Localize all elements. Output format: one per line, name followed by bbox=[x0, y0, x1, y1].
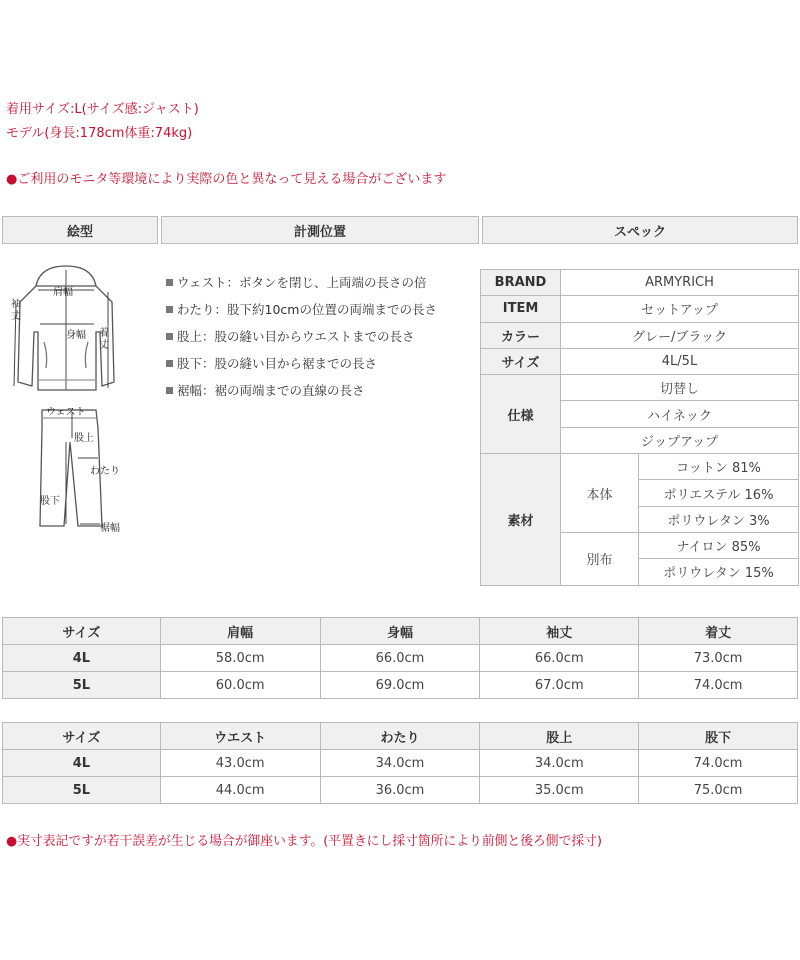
jacket-size-table bbox=[2, 617, 798, 699]
spec-row-features: 仕様 切替し bbox=[481, 375, 799, 401]
header-illustration: 絵型 bbox=[2, 216, 158, 244]
label-body-width: 身幅 bbox=[66, 330, 86, 341]
square-bullet-icon bbox=[166, 360, 173, 367]
measurement-item: わたり：股下約10cmの位置の両端までの長さ bbox=[166, 301, 437, 328]
label-rise: 股上 bbox=[74, 433, 94, 444]
header-measure-position: 計測位置 bbox=[161, 216, 479, 244]
table-header-row: サイズ 肩幅 身幅 袖丈 着丈 bbox=[3, 618, 798, 645]
label-length-b: 丈 bbox=[99, 340, 109, 351]
spec-row-size: サイズ 4L/5L bbox=[481, 348, 799, 374]
measurement-item: 裾幅：裾の両端までの直線の長さ bbox=[166, 382, 437, 409]
table-row: 4L 58.0cm 66.0cm 66.0cm 73.0cm bbox=[3, 645, 798, 672]
measurement-item: ウェスト：ボタンを閉じ、上両端の長さの倍 bbox=[166, 274, 437, 301]
garment-diagram-svg bbox=[8, 262, 158, 532]
square-bullet-icon bbox=[166, 333, 173, 340]
table-row: 4L 43.0cm 34.0cm 34.0cm 74.0cm bbox=[3, 750, 798, 777]
table-row: 5L 60.0cm 69.0cm 67.0cm 74.0cm bbox=[3, 672, 798, 699]
label-inseam: 股下 bbox=[40, 496, 60, 507]
section-header bbox=[2, 216, 798, 244]
measurement-item: 股上：股の縫い目からウエストまでの長さ bbox=[166, 328, 437, 355]
table-row: 5L 44.0cm 36.0cm 35.0cm 75.0cm bbox=[3, 777, 798, 804]
spec-table: BRAND ARMYRICH ITEM セットアップ カラー グレー/ブラック サイズ 4L/5L 仕様 切替し ハイネック ジップアップ 素材 本体 コットン 81% ポリエステル 16% ポリウレタン 3% 別布 ナイロン 85% ポリウレタン 15% bbox=[480, 269, 799, 586]
label-sleeve-a: 袖 bbox=[11, 299, 21, 310]
model-note: モデル(身長:178cm体重:74kg) bbox=[6, 126, 193, 141]
pants-size-table bbox=[2, 722, 798, 804]
color-warning-note: ●ご利用のモニタ等環境により実際の色と異なって見える場合がございます bbox=[6, 172, 447, 187]
label-waist: ウェスト bbox=[46, 407, 86, 418]
spec-row-brand: BRAND ARMYRICH bbox=[481, 270, 799, 296]
wear-size-note: 着用サイズ:L(サイズ感:ジャスト) bbox=[6, 102, 199, 117]
measurement-item: 股下：股の縫い目から裾までの長さ bbox=[166, 355, 437, 382]
label-shoulder: 肩幅 bbox=[53, 287, 73, 298]
spec-row-item: ITEM セットアップ bbox=[481, 296, 799, 322]
square-bullet-icon bbox=[166, 279, 173, 286]
square-bullet-icon bbox=[166, 387, 173, 394]
square-bullet-icon bbox=[166, 306, 173, 313]
label-sleeve-b: 丈 bbox=[11, 311, 21, 322]
label-length-a: 着 bbox=[99, 328, 109, 339]
spec-row-color: カラー グレー/ブラック bbox=[481, 322, 799, 348]
table-header-row: サイズ ウエスト わたり 股上 股下 bbox=[3, 723, 798, 750]
label-hem: 裾幅 bbox=[100, 523, 120, 534]
garment-diagram bbox=[8, 262, 158, 532]
measurement-list bbox=[166, 274, 437, 409]
spec-row-material: 素材 本体 コットン 81% bbox=[481, 454, 799, 480]
label-thigh: わたり bbox=[90, 466, 120, 477]
measure-warning-note: ●実寸表記ですが若干誤差が生じる場合が御座います。(平置きにし採寸箇所により前側と後ろ側で採寸) bbox=[6, 834, 602, 849]
header-spec: スペック bbox=[482, 216, 798, 244]
